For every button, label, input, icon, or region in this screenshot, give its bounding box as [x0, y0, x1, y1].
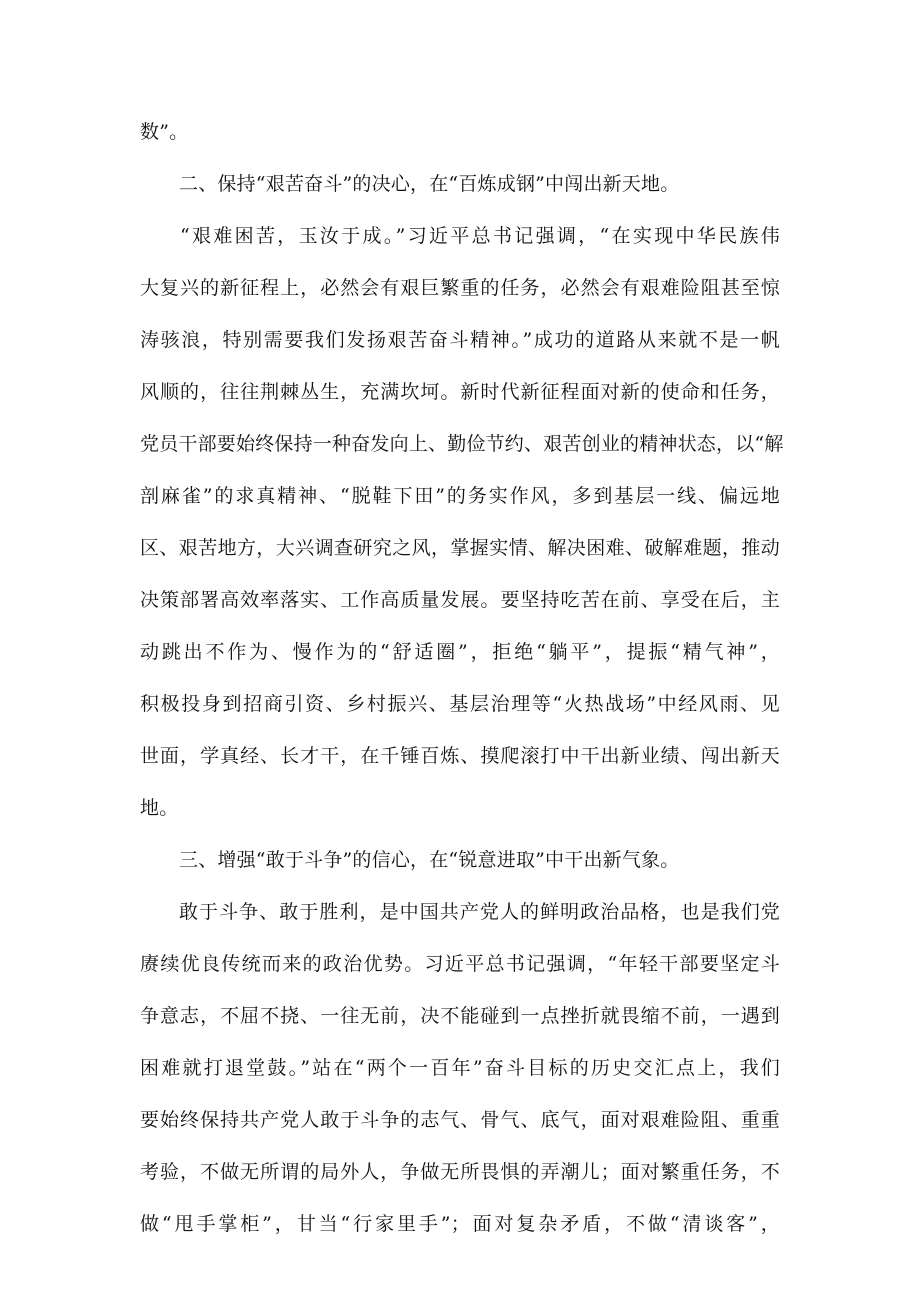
text-line: 风顺的，往往荆棘丛生，充满坎坷。新时代新征程面对新的使命和任务， [140, 381, 780, 403]
text-line: 积极投身到招商引资、乡村振兴、基层治理等“火热战场”中经风雨、见 [140, 693, 780, 715]
text-line: 地。 [140, 797, 179, 819]
text-line: 要始终保持共产党人敢于斗争的志气、骨气、底气，面对艰难险阻、重重 [140, 1109, 780, 1131]
text-line: 世面，学真经、长才干，在千锤百炼、摸爬滚打中干出新业绩、闯出新天 [140, 745, 780, 767]
text-line: 党员干部要始终保持一种奋发向上、勤俭节约、艰苦创业的精神状态，以“解 [140, 433, 784, 455]
text-line: 赓续优良传统而来的政治优势。习近平总书记强调，“年轻干部要坚定斗 [140, 953, 780, 975]
text-line: 剖麻雀”的求真精神、“脱鞋下田”的务实作风，多到基层一线、偏远地 [140, 485, 780, 507]
text-line: 敢于斗争、敢于胜利，是中国共产党人的鲜明政治品格，也是我们党 [179, 901, 780, 923]
text-line: 决策部署高效率落实、工作高质量发展。要坚持吃苦在前、享受在后，主 [140, 589, 780, 611]
text-line: 涛骇浪，特别需要我们发扬艰苦奋斗精神。”成功的道路从来就不是一帆 [140, 329, 780, 351]
section-heading-3: 三、增强“敢于斗争”的信心，在“锐意进取”中干出新气象。 [179, 849, 680, 871]
text-line: 考验，不做无所谓的局外人，争做无所畏惧的弄潮儿；面对繁重任务，不 [140, 1161, 780, 1183]
section-heading-2: 二、保持“艰苦奋斗”的决心，在“百炼成钢”中闯出新天地。 [179, 173, 680, 195]
text-line: 动跳出不作为、慢作为的“舒适圈”，拒绝“躺平”，提振“精气神”， [140, 641, 780, 663]
text-line: 做“甩手掌柜”，甘当“行家里手”；面对复杂矛盾，不做“清谈客”， [140, 1213, 780, 1235]
text-line: 争意志，不屈不挠、一往无前，决不能碰到一点挫折就畏缩不前，一遇到 [140, 1005, 780, 1027]
text-line: 大复兴的新征程上，必然会有艰巨繁重的任务，必然会有艰难险阻甚至惊 [140, 277, 780, 299]
text-line: 困难就打退堂鼓。”站在“两个一百年”奋斗目标的历史交汇点上，我们 [140, 1057, 780, 1079]
text-line: 数”。 [140, 121, 189, 143]
text-line: “艰难困苦，玉汝于成。”习近平总书记强调，“在实现中华民族伟 [180, 225, 780, 247]
text-line: 区、艰苦地方，大兴调查研究之风，掌握实情、解决困难、破解难题，推动 [140, 537, 780, 559]
